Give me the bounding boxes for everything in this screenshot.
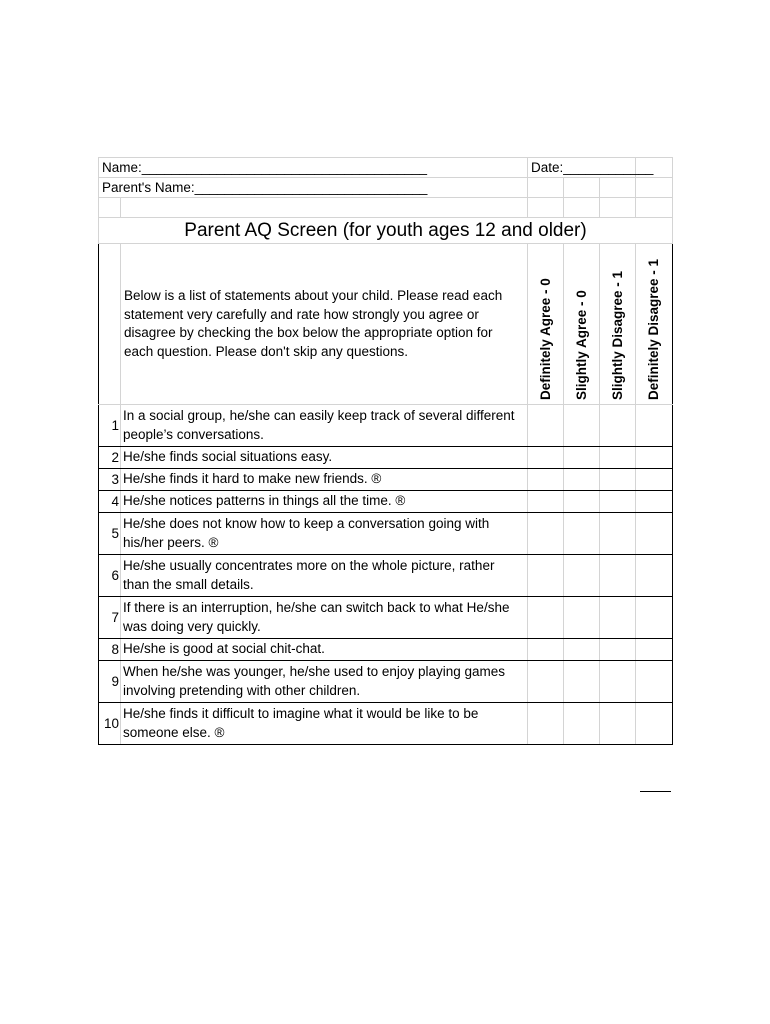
answer-box-slightly-disagree[interactable] <box>600 469 636 491</box>
answer-box-slightly-disagree[interactable] <box>600 639 636 661</box>
question-text: When he/she was younger, he/she used to enjoy playing games involving pretending with other children. <box>121 661 528 703</box>
answer-box-definitely-agree[interactable] <box>528 405 564 447</box>
empty-cell <box>121 198 528 218</box>
blank-row <box>99 198 673 218</box>
answer-box-definitely-disagree[interactable] <box>636 447 673 469</box>
answer-box-slightly-agree[interactable] <box>564 703 600 745</box>
parent-name-field[interactable]: Parent's Name:_______________________________ <box>99 178 528 198</box>
question-number: 6 <box>99 555 121 597</box>
question-number: 5 <box>99 513 121 555</box>
empty-cell <box>600 198 636 218</box>
answer-box-definitely-agree[interactable] <box>528 639 564 661</box>
question-row <box>99 661 673 703</box>
question-row <box>99 469 673 491</box>
question-row <box>99 491 673 513</box>
question-row <box>99 447 673 469</box>
answer-box-slightly-agree[interactable] <box>564 597 600 639</box>
answer-box-slightly-disagree[interactable] <box>600 555 636 597</box>
question-row <box>99 703 673 745</box>
page-number-line <box>640 791 671 792</box>
answer-box-slightly-agree[interactable] <box>564 469 600 491</box>
name-date-row <box>99 158 673 178</box>
option-header-definitely-agree <box>528 244 564 405</box>
name-field[interactable]: Name:______________________________________ <box>99 158 528 178</box>
answer-box-definitely-disagree[interactable] <box>636 491 673 513</box>
title-row <box>99 218 673 244</box>
question-text: He/she usually concentrates more on the whole picture, rather than the small details. <box>121 555 528 597</box>
answer-box-definitely-agree[interactable] <box>528 447 564 469</box>
answer-box-definitely-disagree[interactable] <box>636 405 673 447</box>
option-header-slightly-agree <box>564 244 600 405</box>
answer-box-definitely-agree[interactable] <box>528 491 564 513</box>
question-text: In a social group, he/she can easily keep track of several different people’s conversations. <box>121 405 528 447</box>
answer-box-definitely-agree[interactable] <box>528 555 564 597</box>
option-label: Definitely Agree - 0 <box>537 278 553 400</box>
option-label: Definitely Disagree - 1 <box>646 258 662 400</box>
answer-box-definitely-agree[interactable] <box>528 513 564 555</box>
answer-box-definitely-disagree[interactable] <box>636 555 673 597</box>
question-row <box>99 555 673 597</box>
date-field[interactable]: Date:____________ <box>528 158 636 178</box>
answer-box-definitely-disagree[interactable] <box>636 703 673 745</box>
answer-box-slightly-agree[interactable] <box>564 639 600 661</box>
empty-cell <box>99 198 121 218</box>
question-number: 2 <box>99 447 121 469</box>
question-row <box>99 639 673 661</box>
question-number: 4 <box>99 491 121 513</box>
option-label: Slightly Disagree - 1 <box>609 270 625 400</box>
answer-box-definitely-disagree[interactable] <box>636 469 673 491</box>
option-header-definitely-disagree <box>636 244 673 405</box>
answer-box-definitely-disagree[interactable] <box>636 661 673 703</box>
parent-name-row <box>99 178 673 198</box>
empty-cell <box>99 244 121 405</box>
answer-box-slightly-agree[interactable] <box>564 513 600 555</box>
question-row <box>99 597 673 639</box>
answer-box-slightly-disagree[interactable] <box>600 513 636 555</box>
empty-cell <box>564 178 600 198</box>
question-number: 8 <box>99 639 121 661</box>
aq-form-table <box>98 157 673 745</box>
question-text: He/she notices patterns in things all the time. ® <box>121 491 528 513</box>
answer-box-slightly-disagree[interactable] <box>600 491 636 513</box>
answer-box-slightly-agree[interactable] <box>564 447 600 469</box>
page-title: Parent AQ Screen (for youth ages 12 and older) <box>99 218 673 244</box>
answer-box-slightly-agree[interactable] <box>564 661 600 703</box>
answer-box-definitely-agree[interactable] <box>528 661 564 703</box>
question-number: 9 <box>99 661 121 703</box>
answer-box-slightly-disagree[interactable] <box>600 405 636 447</box>
question-text: He/she finds it difficult to imagine what it would be like to be someone else. ® <box>121 703 528 745</box>
answer-box-definitely-agree[interactable] <box>528 597 564 639</box>
empty-cell <box>528 198 564 218</box>
answer-box-slightly-agree[interactable] <box>564 491 600 513</box>
question-text: He/she is good at social chit-chat. <box>121 639 528 661</box>
question-text: He/she finds social situations easy. <box>121 447 528 469</box>
answer-box-slightly-disagree[interactable] <box>600 597 636 639</box>
question-row <box>99 513 673 555</box>
empty-cell <box>600 178 636 198</box>
question-number: 7 <box>99 597 121 639</box>
answer-box-slightly-disagree[interactable] <box>600 703 636 745</box>
question-row <box>99 405 673 447</box>
answer-box-definitely-agree[interactable] <box>528 469 564 491</box>
empty-cell <box>528 178 564 198</box>
instructions-row <box>99 244 673 405</box>
answer-box-definitely-agree[interactable] <box>528 703 564 745</box>
question-number: 3 <box>99 469 121 491</box>
empty-cell <box>636 178 673 198</box>
question-text: He/she finds it hard to make new friends. ® <box>121 469 528 491</box>
question-number: 10 <box>99 703 121 745</box>
empty-cell <box>636 198 673 218</box>
question-text: He/she does not know how to keep a conversation going with his/her peers. ® <box>121 513 528 555</box>
option-label: Slightly Agree - 0 <box>573 290 589 400</box>
answer-box-definitely-disagree[interactable] <box>636 639 673 661</box>
answer-box-slightly-disagree[interactable] <box>600 661 636 703</box>
instructions-text: Below is a list of statements about your child. Please read each statement very carefully and rate how strongly you agree or disagree by checking the box below the appropriate option for each question. Please don't skip any questions. <box>121 244 528 405</box>
question-number: 1 <box>99 405 121 447</box>
question-text: If there is an interruption, he/she can switch back to what He/she was doing very quickly. <box>121 597 528 639</box>
answer-box-definitely-disagree[interactable] <box>636 513 673 555</box>
answer-box-slightly-disagree[interactable] <box>600 447 636 469</box>
option-header-slightly-disagree <box>600 244 636 405</box>
empty-cell <box>564 198 600 218</box>
answer-box-definitely-disagree[interactable] <box>636 597 673 639</box>
answer-box-slightly-agree[interactable] <box>564 555 600 597</box>
answer-box-slightly-agree[interactable] <box>564 405 600 447</box>
